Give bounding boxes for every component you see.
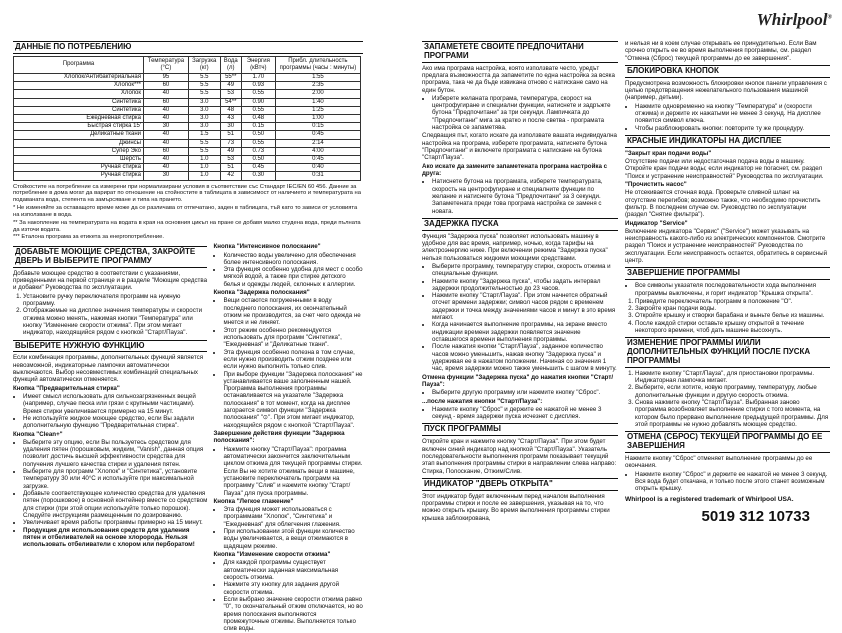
footnote-2: ** За накопление на температурата на водата в края на основния цикъл на пране се добавя малко студена вода, преди пълната да източи водата. [13, 219, 361, 233]
table-row [14, 155, 361, 163]
list-item: 3. Откройте крышку и створки барабана и выньте белье из машины. [635, 312, 830, 319]
red-p3-title: Индикатор "Service" [625, 219, 688, 227]
column-3 [422, 38, 618, 523]
table-row [14, 82, 361, 90]
value-cell: 51 [220, 164, 241, 172]
red-p1: Отсутствие подачи или недостаточная подача воды в машину. Откройте кран подачи воды; если индикатор не погаснет, см. раздел "Поиск и устранение неисправностей" Руководства по эксплуатации. [625, 158, 824, 180]
list-item: • Все символы указателя последовательности хода выполнения программы выключены, и горит индикатор "Крышка открыта". [635, 282, 830, 297]
list-item: • Чтобы разблокировать кнопки: повторите ту же процедуру. [635, 125, 830, 132]
value-cell: 1:00 [275, 114, 360, 122]
program-name-cell: Ручная стирка [14, 164, 144, 172]
reset-title: ОТМЕНА (СБРОС) ТЕКУЩЕЙ ПРОГРАММЫ ДО ЕЕ ЗАВЕРШЕНИЯ [625, 431, 830, 453]
rinse-hold-title: Кнопка "Задержка полоскания" [213, 289, 310, 297]
easy-iron-title: Кнопка "Легкое глажение" [213, 497, 294, 505]
red-p3: Включение индикатора "Сервис" ("Service") может указывать на неисправность какого-либо из электрических компонентов. Смотрите раздел "Поиск и устранение неисправностей" Руководства по эксплуатации. Если неисправность остается, обратитесь в сервисный центр. [625, 227, 828, 265]
value-cell: 60 [144, 147, 189, 155]
value-cell: 3.0 [188, 114, 220, 122]
list-item: 1. Нажмите кнопку "Старт/Пауза", для приостановки программы. Индикаторная лампочка мигает. [635, 370, 830, 385]
list-item: 1. Установите ручку переключателя программ на нужную программу. [23, 293, 207, 308]
value-cell: 2:14 [275, 139, 360, 147]
door-cont: и нельзя ни в коем случае открывать ее принудительно. Если Вам срочно открыть ее во время выполнения программы, см. раздел "Отмена (Сброс) текущей программы до ее завершения". [625, 40, 817, 62]
program-name-cell: Быстрая стирка 15' [14, 123, 144, 131]
list-item: • При использовании этой функции количество воды увеличивается, а вещи отжимаются в щадящем режиме. [223, 528, 363, 550]
value-cell: 2:35 [275, 82, 360, 90]
value-cell: 40 [144, 155, 189, 163]
delay-cancel-title: Отмена функции "Задержка пуска" до нажатия кнопки "Старт/Пауза": [422, 373, 614, 388]
value-cell: 60 [144, 82, 189, 90]
value-cell: 0:40 [275, 164, 360, 172]
list-item: • Имеет смысл использовать для сильнозагрязненных вещей (например, случае песка или грязи с крупными частицами). Время стирки увеличивается примерно на 15 минут. [23, 393, 207, 415]
program-name-cell: Супер Эко [14, 147, 144, 155]
footnote-1: * Не изменяйте за оставащото време може да се различава от отпечатано, заден в таблицата, тъй като то зависи от условията на използване в вода. [13, 205, 358, 218]
value-cell: 0:31 [275, 172, 360, 180]
list-item: 4. После каждой стирки оставьте крышку открытой в течение некоторого времени, чтоб дать машине высохнуть. [635, 320, 830, 335]
value-cell: 1.0 [188, 172, 220, 180]
value-cell: 40 [144, 164, 189, 172]
table-row [14, 106, 361, 114]
list-item: • Продукция для использования средств для удаления пятен и отбеливателей на основе хлоророда. Нельзя использовать отбеливатели с хлором или перборатом! [23, 527, 207, 549]
value-cell: 2:00 [275, 90, 360, 98]
reset-intro: Нажмите кнопку "Сброс" отменяет выполнение программы до ее окончания. [625, 454, 813, 470]
program-name-cell: Деликатные ткани [14, 131, 144, 139]
whirlpool-logo: Whirlpool® [756, 10, 832, 29]
lock-title: БЛОКИРОВКА КНОПОК [625, 65, 830, 78]
column-header: Загрузка (кг) [188, 56, 220, 73]
list-item: • Выберите программу, температуру стирки, скорость отжима и специальные функции. [432, 263, 618, 278]
value-cell: 73 [220, 139, 241, 147]
table-row [14, 131, 361, 139]
table-row [14, 164, 361, 172]
list-item: • Нажмите кнопку "Старт/Пауза". При этом начнется обратный отсчет времени задержки; символ часов рядом с временем задержки и точка между значениями часов и минут в это время мигают. [432, 292, 618, 321]
value-cell: 5.5 [188, 73, 220, 81]
value-cell: 42 [220, 172, 241, 180]
lock-intro: Предусмотрена возможность блокировки кнопок панели управления с целью предотвращения нежелательного пользования машиной (например, детьми). [625, 79, 827, 102]
list-item: • Нажмите одновременно на кнопку "Температура" и (скорости отжима) и держите их нажатыми не менее 3 секунд. На дисплее появится символ ключа. [635, 103, 830, 125]
table-row [14, 114, 361, 122]
value-cell: 51 [220, 131, 241, 139]
column-header: Температура (°C) [144, 56, 189, 73]
value-cell: 60 [144, 98, 189, 106]
value-cell: 49 [220, 82, 241, 90]
value-cell: 0:15 [275, 123, 360, 131]
list-item: 1. Приведите переключатель программ в положение "O". [635, 298, 830, 305]
value-cell: 54** [220, 98, 241, 106]
list-item: • Выберите для программ "Хлопок" и "Синтетика", установите температуру 30 или 40°C и используйте при максимальной загрузке. [23, 468, 207, 490]
value-cell: 0:45 [275, 155, 360, 163]
spin-title: Кнопка "Изменение скорости отжима" [213, 551, 331, 559]
value-cell: 30 [144, 172, 189, 180]
consumption-title: ДАННЫЕ ПО ПОТРЕБЛЕНИЮ [13, 41, 363, 54]
list-item: • Эта функция особенно полезна в том случае, если нужно производить отжим позднее или если нужно выполнить только слив. [223, 349, 363, 371]
value-cell: 43 [220, 114, 241, 122]
value-cell: 40 [144, 114, 189, 122]
value-cell: 40 [144, 106, 189, 114]
delay-intro: Функция "Задержка пуска" позволяет использовать машину в удобное для вас время, например, ночью, когда тарифы на электроэнергию ниже. При включении режима "Задержка пуска" нельзя пользоваться жидкими моющими средствами. [422, 232, 608, 262]
list-item: • Не используйте жидкое моющее средство, если Вы задали дополнительную функцию "Предварительная стирка". [23, 415, 207, 430]
door-text: Этот индикатор будет включенным перед началом выполнения программы стирки и после ее завершения, указывая на то, что можно открыть крышку. Во время выполнения программы стирки крышка заблокирована, [422, 492, 610, 522]
clean-title: Кнопка "Clean+" [13, 430, 63, 438]
list-item: • Когда начинается выполнение программы, на экране вместо индикации времени задержки появляется значение оставшегося времени выполнения программы. [432, 321, 618, 343]
program-name-cell: Ручная стирка [14, 172, 144, 180]
list-item: • Увеличивает время работы программы примерно на 15 минут. [23, 519, 207, 526]
start-title: ПУСК ПРОГРАММЫ [422, 423, 618, 436]
table-row [14, 123, 361, 131]
list-item: • Натиснете бутона на програмата, изберете температурата, скорость на центрофугиране и специалните функции по желание и натиснете бутона "Предпочитани" за 3 секунди. Запаметената преди това програма настройка се заменя с новата. [432, 178, 618, 215]
column-header: Прибл. длительность программы (часы : минуты) [275, 56, 360, 73]
end-title: ЗАВЕРШЕНИЕ ПРОГРАММЫ [625, 267, 830, 280]
list-item: 2. Закройте кран подачи воды. [635, 305, 830, 312]
list-item: 3. Снова нажмите кнопку "Старт/Пауза". Выбранная заново программа возобновляет выполнение стирки с того момента, на котором было прервано выполнение предыдущей программы. Для этой программы не нужно добавлять моющее средство. [635, 399, 830, 428]
memory-next: Следващия път, когато искате да използвате вашата индивидуална настройка на програма, изберете програмата, натиснете бутона "Предпочитани" и включете програмата с натискане на бутона "Старт/Пауза". [422, 132, 617, 162]
value-cell: 0.15 [241, 123, 275, 131]
value-cell: 5.5 [188, 82, 220, 90]
column-header: Вода (л) [220, 56, 241, 73]
value-cell: 95 [144, 73, 189, 81]
list-item: • Нажмите кнопку "Старт/Пауза": программа автоматически закончится заключительным циклом отжима для текущей программы стирки. Если Вы не хотите отжимать вещи в машине, установите переключатель программ на программу "Слив" и нажмите кнопку "Старт/Пауза" для пуска программы. [223, 446, 363, 497]
value-cell: 5.5 [188, 147, 220, 155]
red-p1-title: "Закрыт кран подачи воды" [625, 149, 712, 157]
list-item: • Добавьте соответствующее количество средства для удаления пятен (порошковое) в основной контейнер вместе со средством для стирки (при этой опции используйте только порошок). Следуйте инструкциям размещенным по дозированию. [23, 490, 207, 519]
list-item: • После нажатия кнопки "Старт/Пауза", заданное количество часов можно уменьшить, нажав кнопку "Задержка пуска" и удерживая ее в нажатом положении. Начиная со значения 1 час, время задержки можно также уменьшить с шагом в минуту. [432, 343, 618, 372]
program-name-cell: Хлопок/Антибактериальная [14, 73, 144, 81]
list-item: • Изберете желаната програма, температура, скорост на центрофугиране и специални функции, натиснете и задръжте бутона "Предпочитани" за три секунди. Лампичката до "Предпочитани" мига за кратко и после светва - програмата настройка се запаметява. [432, 95, 618, 132]
memory-title: ЗАПАМЕТЕТЕ СВОИТЕ ПРЕДПОЧИТАНИ ПРОГРАМИ [422, 41, 618, 63]
value-cell: 0.55 [241, 106, 275, 114]
finish-title: Завершение действия функции "Задержка полоскания": [213, 430, 345, 445]
delay-title: ЗАДЕРЖКА ПУСКА [422, 218, 618, 231]
door-title: ИНДИКАТОР "ДВЕРЬ ОТКРЫТА" [422, 478, 618, 491]
list-item: 2. Выберите, если хотите, новую программу, температуру, любые дополнительные функции и другую скорость отжима. [635, 384, 830, 399]
value-cell: 4:00 [275, 147, 360, 155]
list-item: • Этот режим особенно рекомендуется использовать для программ "Синтетика", "Ежедневная" и "Деликатные ткани". [223, 327, 363, 349]
red-p2-title: "Прочистить насос" [625, 180, 687, 188]
part-number: 5019 312 10733 [701, 508, 810, 526]
value-cell: 0.48 [241, 114, 275, 122]
value-cell: 0.90 [241, 98, 275, 106]
list-item: • Нажмите кнопку "Сброс" и держите ее нажатой не менее 3 секунд. Вся вода будет откачана, и только после этого станет возможным открыть крышку. [635, 471, 830, 493]
value-cell: 3.0 [188, 98, 220, 106]
trademark-note: Whirlpool is a registered trademark of Whirlpool USA. [625, 496, 794, 504]
value-cell: 40 [144, 139, 189, 147]
list-item: • Нажмите эту кнопку для задания другой скорости отжима. [223, 581, 363, 596]
value-cell: 30 [220, 123, 241, 131]
add-detergent-title: ДОБАВЬТЕ МОЮЩИЕ СРЕДСТВА, ЗАКРОЙТЕ ДВЕРЬ И ВЫБЕРИТЕ ПРОГРАММУ [13, 246, 207, 268]
value-cell: 5.5 [188, 139, 220, 147]
value-cell: 1.0 [188, 164, 220, 172]
list-item: • Количество воды увеличено для обеспечения более интенсивного полоскания. [223, 252, 363, 267]
table-row [14, 73, 361, 81]
list-item: • Вещи остаются погруженными в воду последнего полоскания, их окончательный отжим не производится, за счет чего одежда не мнется и не линяет. [223, 297, 363, 326]
table-header [14, 56, 361, 73]
value-cell: 1:55 [275, 73, 360, 81]
list-item: • Эта функция особенно удобна для мест с особо мягкой водой, а также при стирке детского белья и одежды людей, склонных к аллергии. [223, 266, 363, 288]
list-item: 2. Отображаемые на дисплее значения температуры и скорости отжима можно менять, нажимая кнопки "Температура" или кнопку "Изменение скорости отжима". При этом мигает индикатор, находящийся рядом с кнопкой "Старт/Пауза". [23, 307, 207, 336]
value-cell: 1:25 [275, 106, 360, 114]
column-2 [213, 243, 363, 633]
value-cell: 0.55 [241, 90, 275, 98]
value-cell: 53 [220, 90, 241, 98]
list-item: • При выборе функции "Задержка полоскания" не устанавливается ваше заполненным нашей. Программа выполнения программы останавливается на указателе "Задержка полоскания" в тот момент, когда на дисплее загорается символ функции "Задержка полоскания" "⊙". При этом мигает индикатор, находящийся рядом с кнопкой "Старт/Пауза". [223, 371, 363, 430]
value-cell: 1:40 [275, 98, 360, 106]
list-item: • Выберите эту опцию, если Вы пользуетесь средством для удаления пятен (порошковым, жидким, "Vanish", данная опция позволит достичь высшей эффективности средства для получения лучшего качества стирки и удаления пятен. [23, 439, 207, 468]
memory-intro: Ако има програма настройка, която използвате често, уредът предлага възможността да запаметите по една настройка за всяка програма, така че да бъде извикана отново с натискане само на един бутон. [422, 64, 615, 94]
column-1 [13, 38, 363, 633]
consumption-note: Стойкостите на потребление са измерени при нормализирани условия в съответствие със Стандарт IEC/EN 60 456. Данние за потребление в дома могат да варират по отношение на стойностите в таблицата в зависимост от наличието и температурата на подаваната вода, степента на замърсяване и типа на прането. [13, 183, 361, 204]
prestirka-title: Кнопка "Предварительная стирка" [13, 384, 120, 392]
value-cell: 0:45 [275, 131, 360, 139]
column-4 [625, 40, 830, 527]
list-item: • Нажмите кнопку "Сброс" и держите ее нажатой не менее 3 секунд - время задержки пуска исчезнет с дисплея. [432, 406, 618, 421]
value-cell: 1.0 [188, 155, 220, 163]
value-cell: 49 [220, 147, 241, 155]
value-cell: 3.0 [188, 106, 220, 114]
value-cell: 3.0 [188, 123, 220, 131]
table-row [14, 98, 361, 106]
list-item: • Нажмите кнопку "Задержка пуска", чтобы задать интервал задержки продолжительностью до 23 часов. [432, 278, 618, 293]
list-item: • Для каждой программы существует автоматически заданная максимальная скорость отжима. [223, 559, 363, 581]
program-name-cell: Синтетика [14, 106, 144, 114]
value-cell: 1.70 [241, 73, 275, 81]
table-row [14, 90, 361, 98]
value-cell: 0.50 [241, 155, 275, 163]
program-name-cell: Джинсы [14, 139, 144, 147]
value-cell: 0.30 [241, 172, 275, 180]
start-text: Откройте кран и нажмите кнопку "Старт/Пауза". При этом будет включен синий индикатор над кнопкой "Старт/Пауза". Указатель последовательности выполнения программ показывает текущий этап выполнения программы стирки в направлении слева направо: Стирка, Полоскание, Отжим/Слив. [422, 438, 617, 475]
list-item: • Если выбрано значение скорости отжима равно "0", то окончательный отжим отключается, но во время полоскания выполняются промежуточные отжимы. Выполняется только слив воды. [223, 596, 363, 633]
value-cell: 5.5 [188, 90, 220, 98]
list-item: • Выберите другую программу или нажмите кнопку "Сброс". [432, 389, 618, 396]
program-name-cell: Шерсть [14, 155, 144, 163]
red-p2: Не отсекивается сточная вода. Проверьте сливной шланг на отсутствие перегибов; возможно также, что необходимо прочистить фильтр. В последнем случае см. Руководство по эксплуатации (раздел "Снятие фильтра"). [625, 189, 821, 219]
value-cell: 55** [220, 73, 241, 81]
select-function-intro: Если комбинация программы, дополнительных функций является невозможной, индикаторные лампочки автоматически выключаются. Выбор несовместимых комбинаций специальных функций автоматически отменяется. [13, 354, 204, 384]
table-row [14, 147, 361, 155]
value-cell: 0.55 [241, 139, 275, 147]
value-cell: 1.5 [188, 131, 220, 139]
program-name-cell: Хлопок [14, 90, 144, 98]
value-cell: 40 [144, 131, 189, 139]
intensive-title: Кнопка "Интенсивное полоскание" [213, 243, 321, 251]
program-name-cell: Синтетика [14, 98, 144, 106]
value-cell: 30 [144, 123, 189, 131]
delay-cancel2-title: ...после нажатия кнопки "Старт/Пауза": [422, 397, 543, 405]
value-cell: 53 [220, 155, 241, 163]
column-header: Энергия (кВтч) [241, 56, 275, 73]
table-row [14, 139, 361, 147]
column-1a [13, 243, 207, 633]
program-name-cell: Ежедневная стирка [14, 114, 144, 122]
consumption-table [13, 56, 361, 181]
column-header: Программа [14, 56, 144, 73]
select-function-title: ВЫБЕРИТЕ НУЖНУЮ ФУНКЦИЮ [13, 340, 207, 353]
value-cell: 48 [220, 106, 241, 114]
red-indicators-title: КРАСНЫЕ ИНДИКАТОРЫ НА ДИСПЛЕЕ [625, 135, 830, 148]
table-body [14, 73, 361, 180]
value-cell: 0.93 [241, 82, 275, 90]
value-cell: 40 [144, 90, 189, 98]
memory-change-title: Ако искате да замените запаметената програма настройка с друга: [422, 162, 608, 177]
add-detergent-intro: Добавьте моющее средство в соответствии с указаниями, приведенными на первой странице и в разделе "Моющие средства и добавки" Руководства по эксплуатации. [13, 269, 208, 292]
footnote-3: *** Еталона програма за етикета за енергопотребление. [13, 234, 164, 241]
value-cell: 0.73 [241, 147, 275, 155]
program-name-cell: Хлопок*** [14, 82, 144, 90]
change-title: ИЗМЕНЕНИЕ ПРОГРАММЫ И/ИЛИ ДОПОЛНИТЕЛЬНЫХ ФУНКЦИЙ ПОСЛЕ ПУСКА ПРОГРАММЫ [625, 337, 830, 367]
table-row [14, 172, 361, 180]
value-cell: 0.45 [241, 164, 275, 172]
value-cell: 0.50 [241, 131, 275, 139]
list-item: • Эта функция может использоваться с программами "Хлопок", "Синтетика" и "Ежедневная" для облегчения глажения. [223, 506, 363, 528]
